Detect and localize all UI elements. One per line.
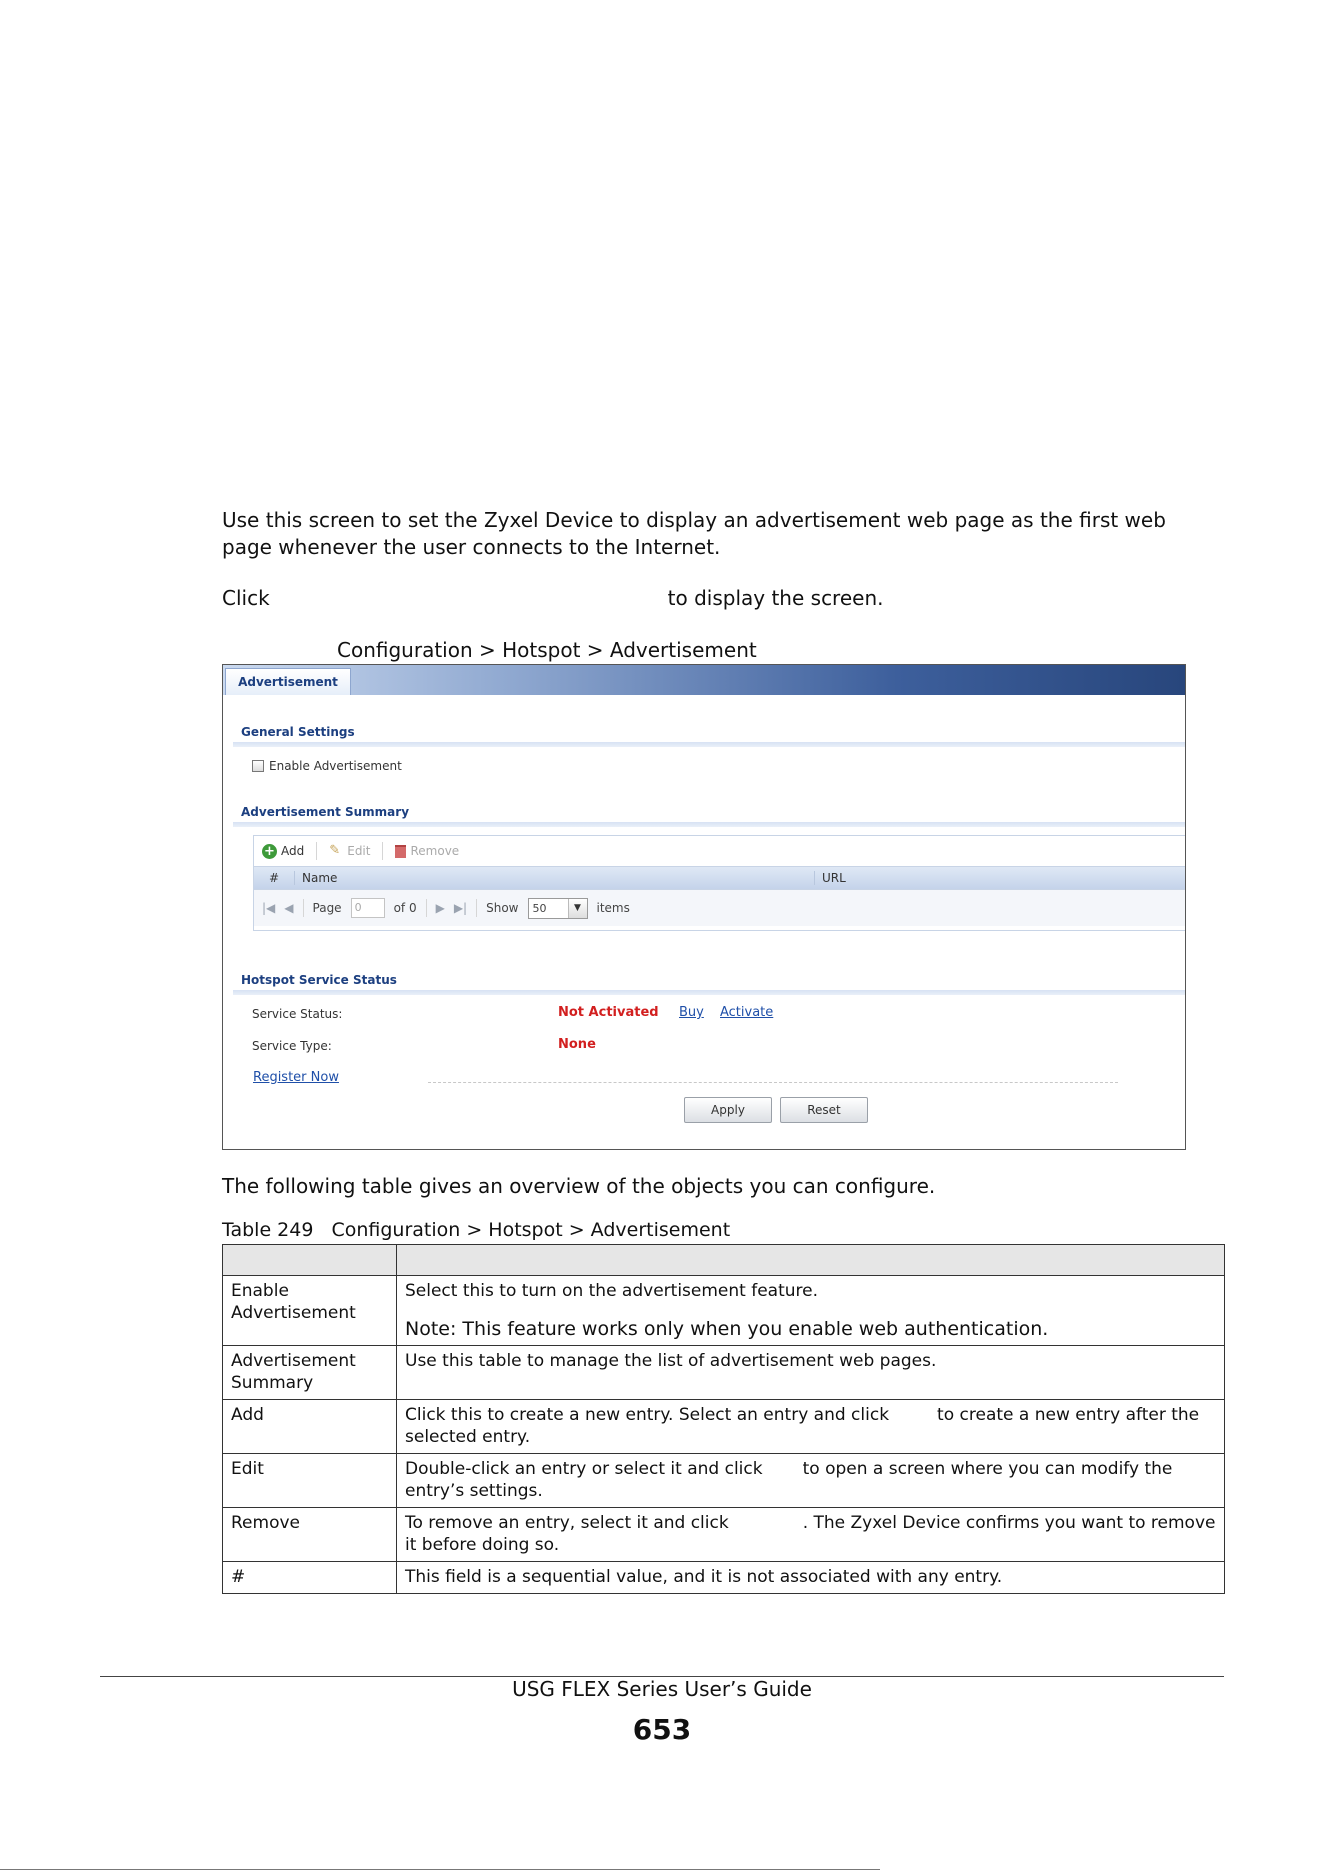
field-description-table — [222, 1244, 1225, 1594]
enable-advertisement-row[interactable] — [252, 759, 402, 773]
row-description: Use this table to manage the list of advertisement web pages. — [397, 1346, 1225, 1400]
table-number: Table 249 — [222, 1219, 314, 1241]
button-divider — [428, 1082, 1118, 1083]
table-row — [223, 1400, 1225, 1454]
previous-page-icon[interactable]: ◀ — [284, 901, 294, 915]
table-pager — [254, 890, 1185, 926]
service-type-value: None — [558, 1037, 596, 1052]
toolbar-separator — [316, 842, 317, 860]
row-description: This field is a sequential value, and it is not associated with any entry. — [397, 1562, 1225, 1594]
bottom-divider — [0, 1869, 880, 1870]
figure-caption: Configuration > Hotspot > Advertisement — [337, 638, 757, 662]
table-row — [223, 1454, 1225, 1508]
enable-advertisement-checkbox[interactable] — [252, 760, 264, 772]
service-status-label: Service Status: — [252, 1007, 343, 1021]
pager-separator — [303, 899, 304, 917]
header-cell — [223, 1245, 397, 1276]
page-label: Page — [312, 901, 342, 915]
description-text: Select this to turn on the advertisement feature. — [405, 1281, 818, 1301]
column-name[interactable]: Name — [295, 871, 815, 885]
description-text: Double-click an entry or select it and click — [405, 1459, 763, 1479]
chevron-down-icon: ▼ — [568, 899, 587, 918]
add-button[interactable] — [262, 844, 304, 859]
row-label: Edit — [223, 1454, 397, 1508]
trash-icon — [395, 845, 406, 858]
footer-title: USG FLEX Series User’s Guide — [512, 1677, 812, 1701]
section-divider — [233, 990, 1185, 995]
row-label: # — [223, 1562, 397, 1594]
table-header-row — [223, 1245, 1225, 1276]
apply-button[interactable]: Apply — [684, 1097, 772, 1123]
description-text: To remove an entry, select it and click — [405, 1513, 729, 1533]
table-title: Configuration > Hotspot > Advertisement — [331, 1219, 731, 1241]
description-text: Click this to create a new entry. Select an entry and click — [405, 1405, 890, 1425]
items-per-page-value: 50 — [532, 901, 547, 915]
add-icon: + — [262, 844, 277, 859]
show-label: Show — [486, 901, 519, 915]
column-number[interactable]: # — [254, 871, 295, 885]
buy-link[interactable]: Buy — [679, 1005, 704, 1020]
tab-advertisement[interactable]: Advertisement — [225, 668, 351, 695]
row-description — [397, 1276, 1225, 1346]
advertisement-screenshot — [222, 664, 1186, 1150]
pager-separator — [476, 899, 477, 917]
page-number-input[interactable]: 0 — [351, 898, 385, 918]
last-page-icon[interactable]: ▶| — [453, 901, 468, 915]
row-label: Remove — [223, 1508, 397, 1562]
pager-separator — [426, 899, 427, 917]
activate-link[interactable]: Activate — [720, 1005, 774, 1020]
overview-text: The following table gives an overview of the objects you can configure. — [222, 1174, 936, 1198]
edit-icon: ✎ — [329, 843, 341, 858]
edit-label: Edit — [347, 844, 371, 858]
table-toolbar — [254, 836, 1185, 866]
next-page-icon[interactable]: ▶ — [435, 901, 445, 915]
table-row — [223, 1508, 1225, 1562]
service-type-label: Service Type: — [252, 1039, 332, 1053]
table-row — [223, 1346, 1225, 1400]
table-row — [223, 1276, 1225, 1346]
page-number: 653 — [632, 1713, 692, 1746]
row-description — [397, 1454, 1225, 1508]
edit-button[interactable] — [329, 844, 370, 858]
add-label: Add — [281, 844, 305, 858]
row-label: Enable Advertisement — [223, 1276, 397, 1346]
click-suffix: to display the screen. — [667, 586, 884, 610]
description-text: . The Zyxel Device confirms you want to remove it before doing so. — [405, 1513, 1216, 1555]
description-text: to create a new entry after the selected entry. — [405, 1405, 1200, 1447]
row-description — [397, 1508, 1225, 1562]
click-instruction — [222, 586, 884, 610]
hotspot-service-status-heading: Hotspot Service Status — [241, 973, 397, 987]
toolbar-separator — [382, 842, 383, 860]
items-per-page-select[interactable] — [528, 898, 588, 919]
section-divider — [233, 742, 1185, 747]
items-label: items — [596, 901, 630, 915]
page-count: of 0 — [393, 901, 417, 915]
enable-advertisement-label: Enable Advertisement — [269, 759, 402, 773]
tab-bar — [223, 665, 1185, 695]
column-url[interactable]: URL — [822, 871, 846, 885]
advertisement-summary-heading: Advertisement Summary — [241, 805, 410, 819]
register-now-link[interactable]: Register Now — [253, 1070, 339, 1085]
row-label: Advertisement Summary — [223, 1346, 397, 1400]
advertisement-table — [253, 835, 1185, 931]
header-cell — [397, 1245, 1225, 1276]
section-divider — [233, 822, 1185, 827]
row-description — [397, 1400, 1225, 1454]
remove-button[interactable] — [395, 844, 459, 858]
description-text: to open a screen where you can modify the entry’s settings. — [405, 1459, 1173, 1501]
note-text: Note: This feature works only when you enable web authentication. — [405, 1318, 1049, 1340]
intro-paragraph: Use this screen to set the Zyxel Device to display an advertisement web page as the first web page whenever the user connects to the Internet. — [222, 508, 1166, 559]
table-caption — [222, 1219, 730, 1241]
table-header — [254, 866, 1185, 890]
click-prefix: Click — [222, 586, 270, 610]
service-status-value: Not Activated — [558, 1005, 659, 1020]
table-row — [223, 1562, 1225, 1594]
row-label: Add — [223, 1400, 397, 1454]
first-page-icon[interactable]: |◀ — [262, 901, 276, 915]
remove-label: Remove — [410, 844, 460, 858]
general-settings-heading: General Settings — [241, 725, 355, 739]
reset-button[interactable]: Reset — [780, 1097, 868, 1123]
